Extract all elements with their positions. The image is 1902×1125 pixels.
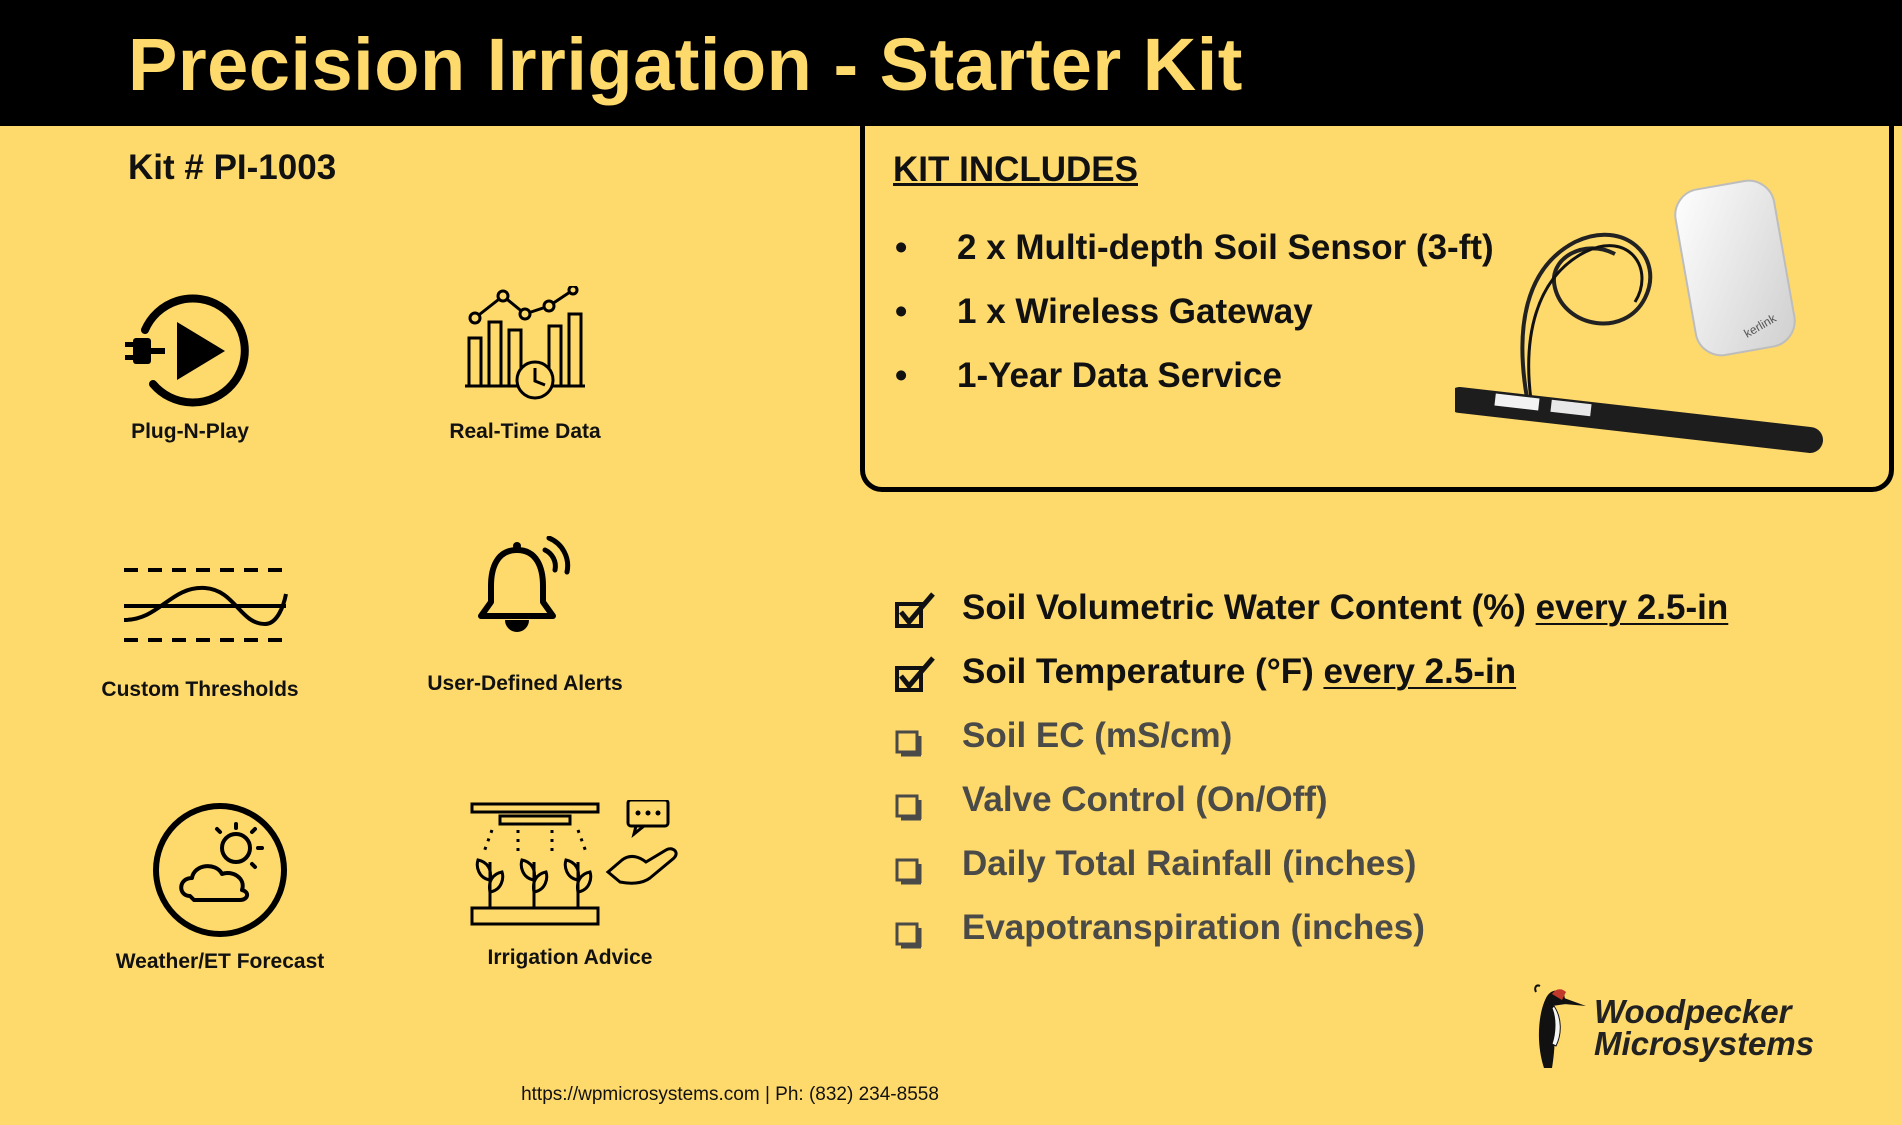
feature-label: User-Defined Alerts: [427, 672, 623, 695]
kit-item-text: 1 x Wireless Gateway: [957, 292, 1313, 331]
weather-icon: [150, 800, 290, 940]
kit-includes-list: [895, 228, 1494, 420]
irrigation-icon: [470, 800, 690, 928]
measurement-label: Daily Total Rainfall (inches): [962, 844, 1417, 883]
realtime-chart-icon: [465, 286, 585, 402]
feature-irrigation-advice: [460, 800, 680, 980]
kit-includes-box: [860, 118, 1894, 492]
measurement-detail: every 2.5-in: [1535, 588, 1729, 627]
woodpecker-icon: [1522, 984, 1592, 1068]
measurement-item: [895, 840, 1728, 904]
logo-line-2: Microsystems: [1594, 1025, 1815, 1062]
bullet-icon: •: [895, 228, 908, 267]
logo-text: [1594, 993, 1834, 1062]
measurements-checklist: [895, 584, 1728, 968]
header-bar: [0, 0, 1902, 126]
plug-play-icon: [125, 286, 255, 416]
feature-label: Irrigation Advice: [487, 946, 653, 969]
unchecked-box-icon: [895, 848, 935, 886]
bullet-icon: •: [895, 292, 908, 331]
measurement-item: [895, 904, 1728, 968]
bullet-icon: •: [895, 356, 908, 395]
feature-label: Plug-N-Play: [131, 420, 249, 443]
list-item: [895, 228, 1494, 292]
measurement-detail: every 2.5-in: [1323, 652, 1517, 691]
checked-box-icon: [895, 592, 935, 630]
kit-includes-heading: KIT INCLUDES: [893, 150, 1138, 189]
feature-custom-thresholds: [101, 562, 299, 712]
unchecked-box-icon: [895, 784, 935, 822]
measurement-label: Valve Control (On/Off): [962, 780, 1328, 819]
measurement-label: Soil Volumetric Water Content (%): [962, 588, 1536, 627]
measurement-label: Soil Temperature (°F): [962, 652, 1324, 691]
thresholds-icon: [120, 562, 290, 646]
measurement-item: [895, 712, 1728, 776]
unchecked-box-icon: [895, 720, 935, 758]
feature-label: Real-Time Data: [449, 420, 601, 443]
gateway-image: [1671, 178, 1799, 359]
feature-label: Weather/ET Forecast: [115, 950, 325, 973]
kit-item-text: 2 x Multi-depth Soil Sensor (3-ft): [957, 228, 1494, 267]
list-item: [895, 292, 1494, 356]
checked-box-icon: [895, 656, 935, 694]
measurement-item: [895, 584, 1728, 648]
measurement-label: Evapotranspiration (inches): [962, 908, 1425, 947]
logo-line-1: Woodpecker: [1594, 993, 1792, 1030]
measurement-item: [895, 776, 1728, 840]
list-item: [895, 356, 1494, 420]
gateway-brand-text: kerlink: [1741, 311, 1779, 341]
feature-label: Custom Thresholds: [101, 678, 299, 701]
feature-weather-et-forecast: [115, 800, 325, 980]
feature-user-defined-alerts: [427, 536, 623, 706]
product-image: [1455, 178, 1875, 478]
kit-item-text: 1-Year Data Service: [957, 356, 1282, 395]
footer-contact: https://wpmicrosystems.com | Ph: (832) 234-8558: [521, 1084, 939, 1105]
unchecked-box-icon: [895, 912, 935, 950]
feature-real-time-data: [450, 286, 600, 456]
feature-plug-n-play: [120, 286, 260, 456]
page-title: Precision Irrigation - Starter Kit: [128, 23, 1243, 106]
kit-number: Kit # PI-1003: [128, 148, 337, 187]
bell-alert-icon: [475, 536, 575, 636]
measurement-item: [895, 648, 1728, 712]
measurement-label: Soil EC (mS/cm): [962, 716, 1233, 755]
